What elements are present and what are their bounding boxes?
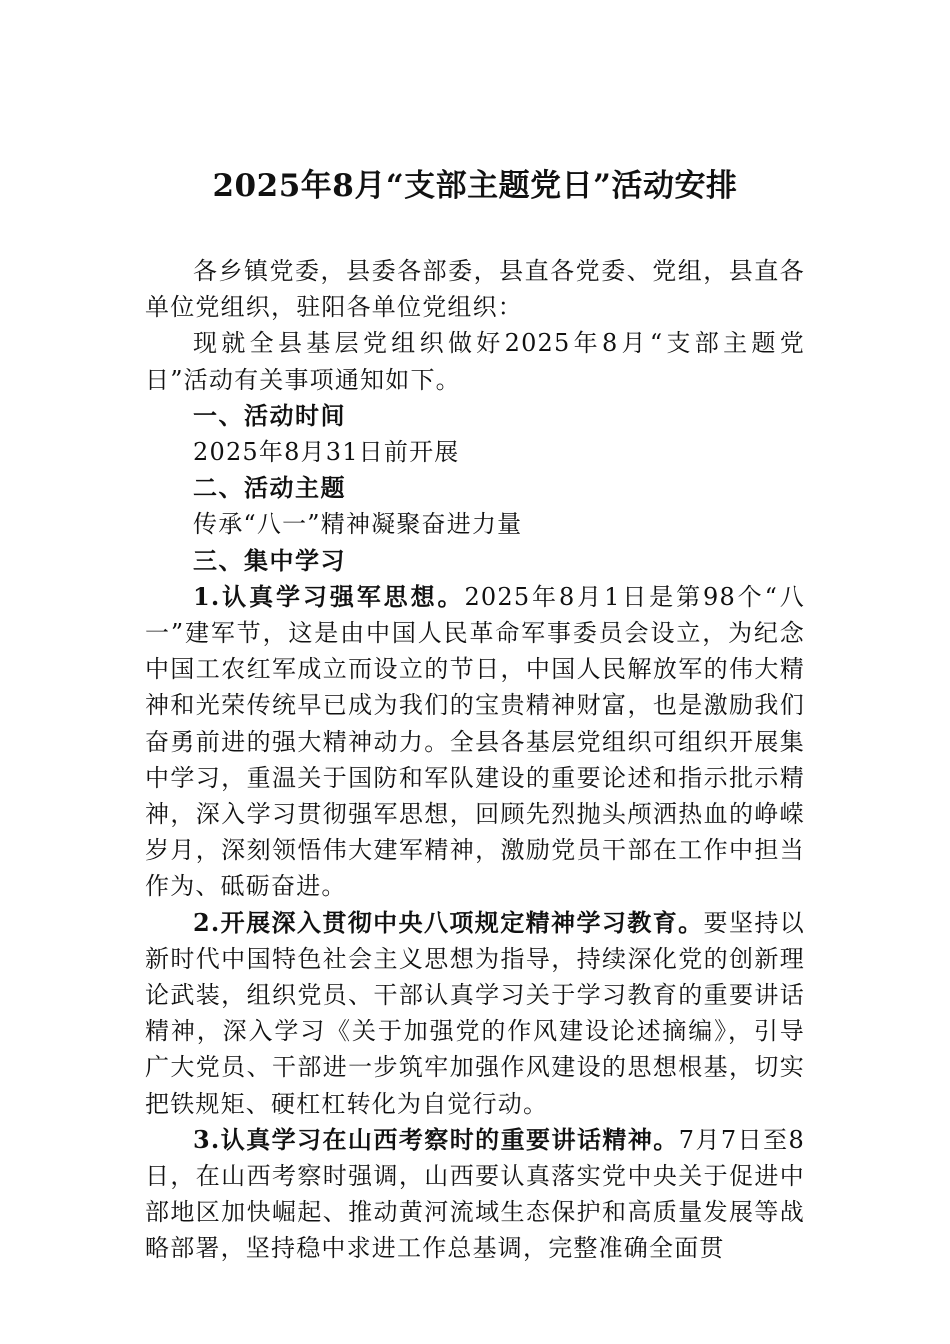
intro-paragraph: 现就全县基层党组织做好2025年8月“支部主题党日”活动有关事项通知如下。 [145,329,805,394]
study-item-2 [145,905,805,1122]
document-body [145,253,805,1267]
section-heading-study: 三、集中学习 [193,545,346,575]
section-text-time: 2025年8月31日前开展 [193,438,460,467]
study-item-3 [145,1122,805,1267]
section-heading-theme: 二、活动主题 [193,473,346,503]
document-title: 2025年8月“支部主题党日”活动安排 [212,168,738,204]
study-item-3-text: 7月7日至8日，在山西考察时强调，山西要认真落实党中央关于促进中部地区加快崛起、推动黄河流域生态保护和高质量发展等战略部署，坚持稳中求进工作总基调，完整准确全面贯 [145,1125,805,1263]
study-item-2-lead: 2.开展深入贯彻中央八项规定精神学习教育。 [193,907,704,937]
study-item-2-text: 要坚持以新时代中国特色社会主义思想为指导，持续深化党的创新理论武装，组织党员、干部认真学习关于学习教育的重要讲话精神，深入学习《关于加强党的作风建设论述摘编》，引导广大党员、干部进一步筑牢加强作风建设的思想根基，切实把铁规矩、硬杠杠转化为自觉行动。 [145,908,805,1118]
section-heading-time: 一、活动时间 [193,400,346,430]
addressee-paragraph: 各乡镇党委，县委各部委，县直各党委、党组，县直各单位党组织，驻阳各单位党组织： [145,257,805,322]
study-item-1-text: 2025年8月1日是第98个“八一”建军节，这是由中国人民革命军事委员会设立，为纪念中国工农红军成立而设立的节日，中国人民解放军的伟大精神和光荣传统早已成为我们的宝贵精神财富，也是激励我们奋勇前进的强大精神动力。全县各基层党组织可组织开展集中学习，重温关于国防和军队建设的重要论述和指示批示精神，深入学习贯彻强军思想，回顾先烈抛头颅洒热血的峥嵘岁月，深刻领悟伟大建军精神，激励党员干部在工作中担当作为、砥砺奋进。 [145,582,805,901]
section-text-theme: 传承“八一”精神凝聚奋进力量 [193,510,523,539]
study-item-3-lead: 3.认真学习在山西考察时的重要讲话精神。 [193,1124,679,1154]
study-item-1-lead: 1.认真学习强军思想。 [193,581,465,611]
study-item-1 [145,579,805,905]
